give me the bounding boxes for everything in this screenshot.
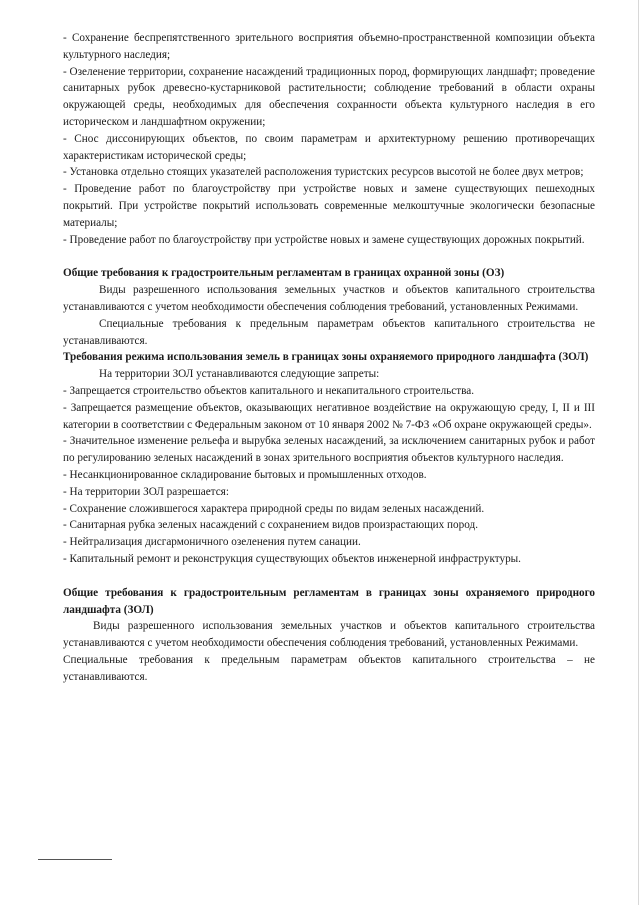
list-item: - Капитальный ремонт и реконструкция существующих объектов инженерной инфраструктуры. [63, 552, 521, 565]
list-item: - На территории ЗОЛ разрешается: [63, 485, 229, 498]
bullet-item: - Снос диссонирующих объектов, по своим параметрам и архитектурному решению противоречащих характеристикам исторической среды; [63, 132, 595, 162]
list-item: - Запрещается строительство объектов капитального и некапитального строительства. [63, 384, 475, 397]
page-edge [638, 0, 639, 905]
document-page [63, 30, 595, 685]
bullet-item: - Проведение работ по благоустройству при устройстве новых и замене существующих пешеходных покрытий. При устройстве покрытий использовать современные мелкоштучные экологически безопасные материалы; [63, 183, 595, 229]
paragraph: Специальные требования к предельным параметрам объектов капитального строительства – не устанавливаются. [63, 653, 595, 683]
list-item: - Сохранение сложившегося характера природной среды по видам зеленых насаждений. [63, 502, 485, 515]
bullet-item: - Сохранение беспрепятственного зрительного восприятия объемно-пространственной композиции объекта культурного наследия; [63, 32, 595, 61]
section-heading-zol-regime: Требования режима использования земель в границах зоны охраняемого природного ландшафта (ЗОЛ) [63, 351, 589, 364]
list-item: - Несанкционированное складирование бытовых и промышленных отходов. [63, 468, 427, 481]
footer-rule [38, 859, 112, 860]
paragraph: На территории ЗОЛ устанавливаются следующие запреты: [99, 368, 380, 381]
paragraph: Виды разрешенного использования земельных участков и объектов капитального строительства устанавливаются с учетом необходимости обеспечения соблюдения требований, установленных Режимами. [63, 620, 595, 650]
list-item: - Нейтрализация дисгармоничного озеленения путем санации. [63, 536, 361, 549]
bullet-item: - Установка отдельно стоящих указателей расположения туристских ресурсов высотой не более двух метров; [63, 166, 584, 179]
paragraph: Специальные требования к предельным параметрам объектов капитального строительства не устанавливаются. [63, 317, 595, 347]
list-item: - Запрещается размещение объектов, оказывающих негативное воздействие на окружающую среду, I, II и III категории в соответствии с Федеральным законом от 10 января 2002 № 7-ФЗ «Об охране окружающей среды». [63, 401, 595, 431]
section-heading-oz: Общие требования к градостроительным регламентам в границах охранной зоны (ОЗ) [63, 267, 505, 280]
paragraph: Виды разрешенного использования земельных участков и объектов капитального строительства устанавливаются с учетом необходимости обеспечения соблюдения требований, установленных Режимами. [63, 284, 595, 313]
list-item: - Значительное изменение рельефа и вырубка зеленых насаждений, за исключением санитарных рубок и работ по регулированию зеленых насаждений в зонах зрительного восприятия объектов культурного наследия. [63, 435, 595, 465]
bullet-item: - Озеленение территории, сохранение насаждений традиционных пород, формирующих ландшафт; проведение санитарных рубок древесно-кустарниковой растительности; соблюдение требований в области охраны окружающей среды, необходимых для обеспечения сохранности объекта культурного наследия в его историческом и ландшафтном окружении; [63, 65, 595, 128]
list-item: - Санитарная рубка зеленых насаждений с сохранением видов произрастающих пород. [63, 519, 478, 532]
section-heading-zol: Общие требования к градостроительным регламентам в границах зоны охраняемого природного ландшафта (ЗОЛ) [63, 586, 595, 616]
bullet-item: - Проведение работ по благоустройству при устройстве новых и замене существующих дорожных покрытий. [63, 233, 585, 246]
